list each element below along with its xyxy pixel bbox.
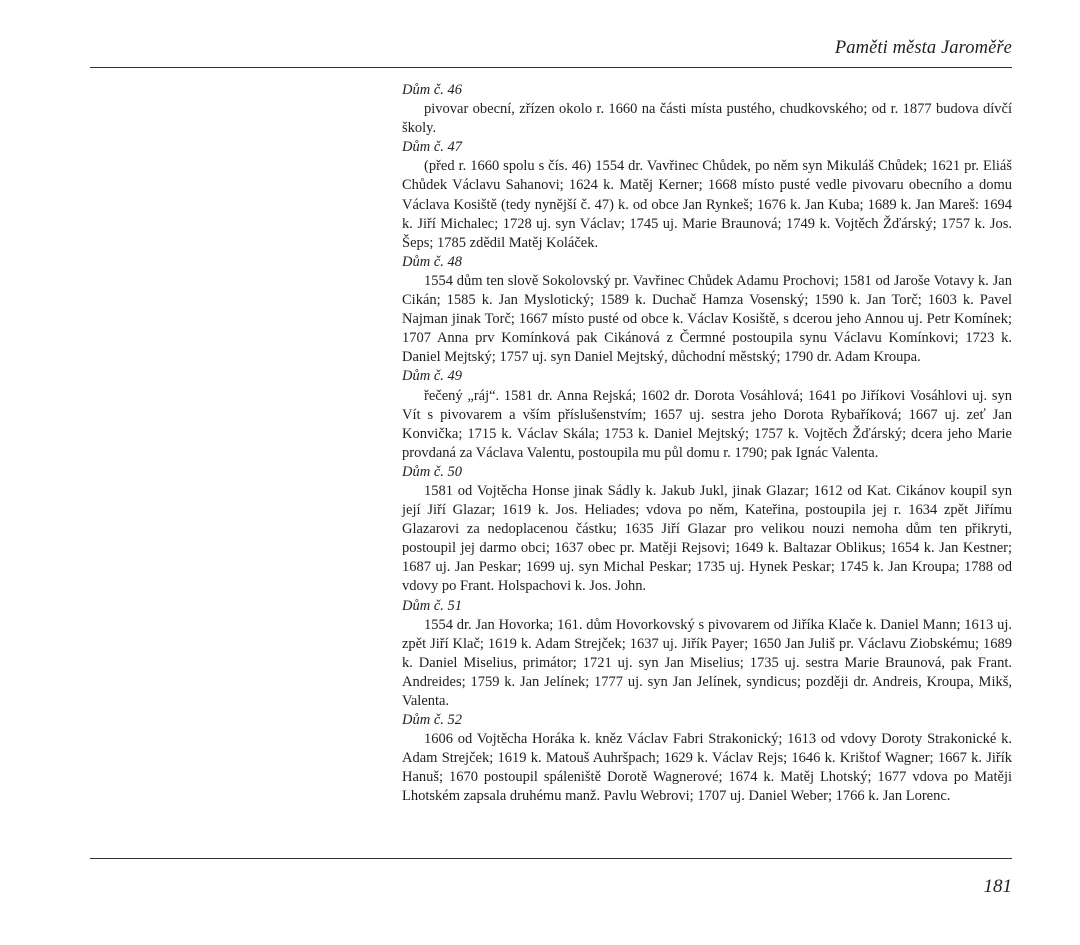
page-content <box>402 81 1012 807</box>
entry-51 <box>402 597 1012 712</box>
entry-47 <box>402 138 1012 253</box>
entry-48 <box>402 253 1012 368</box>
entry-text: 1554 dr. Jan Hovorka; 161. dům Hovorkovský s pivovarem od Jiříka Klače k. Daniel Mann; 1613 uj. zpět Jiří Klač; 1619 k. Adam Strejček; 1637 uj. Jiřík Payer; 1650 Jan Juliš pr. Václavu Ziobskému; 1689 k. Daniel Miselius, primátor; 1721 uj. syn Jan Miselius; 1735 uj. sestra Marie Braunová, pak Frant. Andreides; 1759 k. Jan Jelínek; 1777 uj. syn Jan Jelínek, syndicus; později dr. Andreis, Kroupa, Mikš, Valenta. <box>402 616 1012 709</box>
entry-heading: Dům č. 50 <box>402 463 463 480</box>
header-title: Paměti města Jaroměře <box>834 38 1012 58</box>
entry-heading: Dům č. 52 <box>402 712 463 729</box>
entry-46 <box>402 81 1012 138</box>
entry-text: 1606 od Vojtěcha Horáka k. kněz Václav Fabri Strakonický; 1613 od vdovy Doroty Strakonické k. Adam Strejček; 1619 k. Matouš Auhršpach; 1629 k. Václav Rejs; 1646 k. Krištof Wagner; 1667 k. Jiřík Hanuš; 1670 postoupil spáleniště Dorotě Wagnerové; 1674 k. Matěj Lhotský; 1677 vdova po Matěji Lhotském zapsala druhému manž. Pavlu Webrovi; 1707 uj. Daniel Weber; 1766 k. Jan Lorenc. <box>402 731 1012 805</box>
entry-heading: Dům č. 51 <box>402 597 463 614</box>
entry-text: 1554 dům ten slově Sokolovský pr. Vavřinec Chůdek Adamu Prochovi; 1581 od Jaroše Votavy k. Jan Cikán; 1585 k. Jan Myslotický; 1589 k. Duchač Hamza Vosenský; 1590 k. Jan Torč; 1603 k. Pavel Najman jinak Torč; 1667 místo pusté od obce k. Václav Kosiště, s dcerou jeho Annou uj. Petr Komínek; 1707 Anna prv Komínková pak Cikánová z Čermné postoupila synu Václavu Komínkovi; 1723 k. Daniel Mejtský; 1757 uj. syn Daniel Mejtský, důchodní městský; 1790 dr. Adam Kroupa. <box>402 272 1012 366</box>
entry-49 <box>402 367 1012 462</box>
entry-heading: Dům č. 48 <box>402 253 463 270</box>
entry-text: 1581 od Vojtěcha Honse jinak Sádly k. Jakub Jukl, jinak Glazar; 1612 od Kat. Cikánov koupil syn její Jiří Glazar; 1619 k. Jos. Heliades; vdova po něm, Kateřina, postoupila jej r. 1634 zpět Jiřímu Glazarovi za nedoplacenou částku; 1635 Jiří Glazar pro velikou nouzi nemoha dům ten přikryti, postoupil jej darmo obci; 1637 obec pr. Matěji Rejsovi; 1649 k. Baltazar Oblikus; 1654 k. Jan Kestner; 1687 uj. Jan Peskar; 1699 uj. syn Michal Peskar; 1735 uj. Hynek Peskar; 1745 k. Jan Kroupa; 1788 od vdovy po Frant. Holspachovi k. Jos. John. <box>402 482 1012 595</box>
entry-text: řečený „ráj“. 1581 dr. Anna Rejská; 1602 dr. Dorota Vosáhlová; 1641 po Jiříkovi Vosáhlovi uj. syn Vít s pivovarem a vším příslušenstvím; 1657 uj. sestra jeho Dorota Rybaříková; 1667 uj. zeť Jan Konvička; 1715 k. Václav Skála; 1753 k. Daniel Mejtský; 1757 k. Vojtěch Žďárský; dcera jeho Marie provdaná za Václava Valentu, postoupila mu půl domu r. 1790; pak Ignác Valenta. <box>402 387 1012 461</box>
entry-50 <box>402 463 1012 597</box>
entry-heading: Dům č. 47 <box>402 139 463 156</box>
entry-heading: Dům č. 46 <box>402 82 463 98</box>
entry-52 <box>402 711 1012 806</box>
entry-text: (před r. 1660 spolu s čís. 46) 1554 dr. Vavřinec Chůdek, po něm syn Mikuláš Chůdek; 1621 pr. Eliáš Chůdek Václavu Sahanovi; 1624 k. Matěj Kerner; 1668 místo pusté vedle pivovaru obecního a domu Václava Kosiště (tedy nynější č. 47) k. od obce Jan Rynkeš; 1676 k. Jan Kuba; 1689 k. Jan Mareš: 1694 k. Jiří Michalec; 1728 uj. syn Václav; 1745 uj. Marie Braunová; 1749 k. Vojtěch Žďárský; 1757 k. Jos. Šeps; 1785 zdědil Matěj Koláček. <box>402 158 1012 251</box>
header-rule <box>90 67 1012 68</box>
footer-rule <box>90 858 1012 859</box>
entry-heading: Dům č. 49 <box>402 368 463 385</box>
entry-text: pivovar obecní, zřízen okolo r. 1660 na části místa pustého, chudkovského; od r. 1877 budova dívčí školy. <box>402 101 1012 137</box>
page-number: 181 <box>983 876 1012 897</box>
